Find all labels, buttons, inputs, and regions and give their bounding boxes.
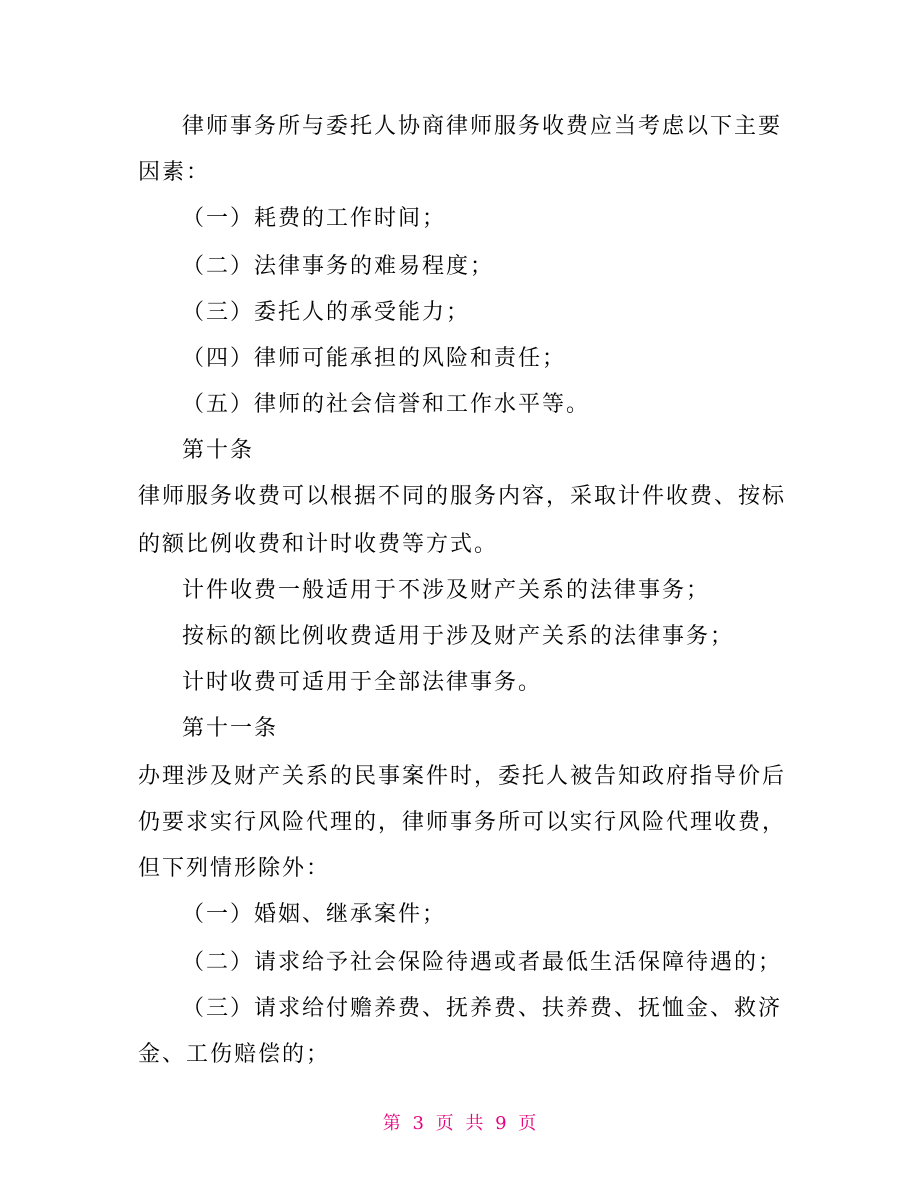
paragraph-line: 办理涉及财产关系的民事案件时，委托人被告知政府指导价后: [138, 764, 787, 789]
paragraph-line: 计时收费可适用于全部法律事务。: [182, 670, 543, 695]
paragraph-line: 的额比例收费和计时收费等方式。: [138, 532, 499, 557]
list-item-line: （三）委托人的承受能力；: [182, 300, 471, 325]
list-item-line: （二）法律事务的难易程度；: [182, 254, 495, 279]
paragraph-line: 律师事务所与委托人协商律师服务收费应当考虑以下主要: [182, 114, 783, 139]
article-heading: 第十条: [182, 438, 255, 463]
paragraph-line: 但下列情形除外：: [138, 856, 331, 881]
paragraph-line: 因素：: [138, 160, 211, 185]
list-item-line: （一）耗费的工作时间；: [182, 206, 447, 231]
list-item-line: （五）律师的社会信誉和工作水平等。: [182, 392, 591, 417]
page-number-footer: 第 3 页 共 9 页: [382, 1113, 538, 1134]
paragraph-line: 按标的额比例收费适用于涉及财产关系的法律事务；: [182, 624, 735, 649]
paragraph-line: 金、工伤赔偿的；: [138, 1042, 331, 1067]
paragraph-line: 仍要求实行风险代理的，律师事务所可以实行风险代理收费，: [138, 810, 787, 835]
article-heading: 第十一条: [182, 716, 279, 741]
paragraph-line: 计件收费一般适用于不涉及财产关系的法律事务；: [182, 578, 711, 603]
list-item-line: （四）律师可能承担的风险和责任；: [182, 346, 567, 371]
list-item-line: （三）请求给付赡养费、抚养费、扶养费、抚恤金、救济: [182, 996, 783, 1021]
list-item-line: （二）请求给予社会保险待遇或者最低生活保障待遇的；: [182, 950, 783, 975]
paragraph-line: 律师服务收费可以根据不同的服务内容，采取计件收费、按标: [138, 484, 787, 509]
list-item-line: （一）婚姻、继承案件；: [182, 902, 447, 927]
